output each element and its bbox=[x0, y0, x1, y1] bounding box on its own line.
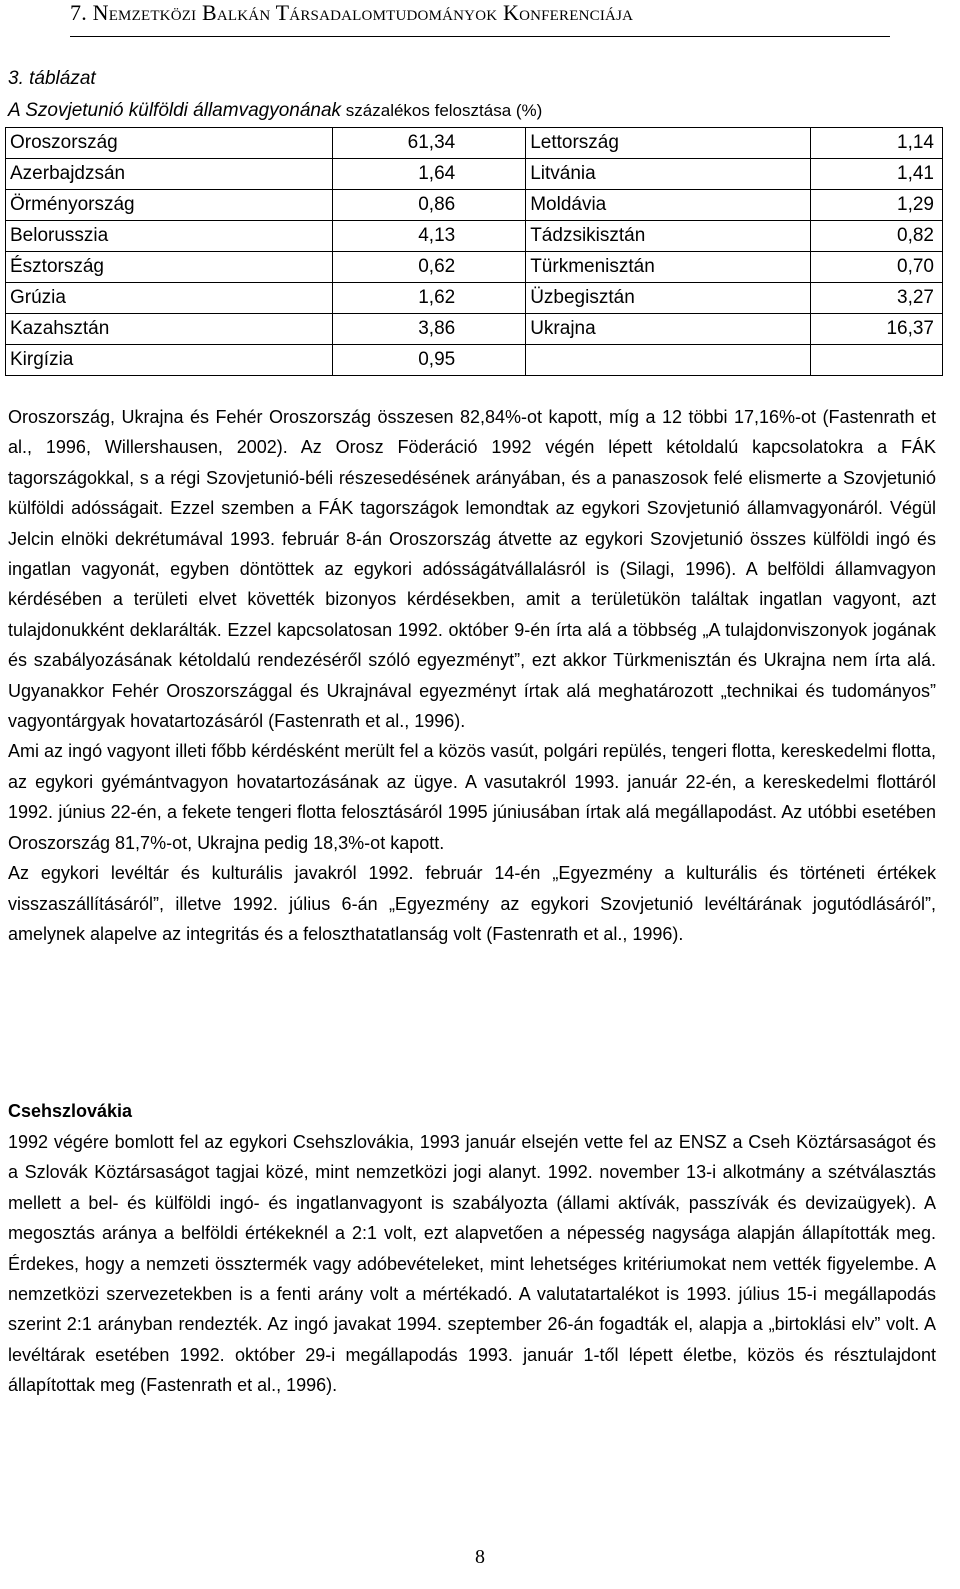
country-cell: Grúzia bbox=[6, 283, 333, 314]
country-cell: Kazahsztán bbox=[6, 314, 333, 345]
table-label: 3. táblázat bbox=[8, 68, 96, 89]
country-cell: Kirgízia bbox=[6, 345, 333, 376]
value-cell: 0,70 bbox=[811, 252, 943, 283]
country-cell: Ukrajna bbox=[526, 314, 811, 345]
country-cell: Örményország bbox=[6, 190, 333, 221]
table-row bbox=[6, 190, 943, 221]
value-cell bbox=[811, 345, 943, 376]
header-title: 7. Nemzetközi Balkán Társadalomtudományok Konferenciája bbox=[70, 0, 634, 25]
page-number: 8 bbox=[475, 1546, 485, 1568]
body-text-lower bbox=[8, 1127, 936, 1401]
country-cell: Lettország bbox=[526, 128, 811, 159]
paragraph: Ami az ingó vagyont illeti főbb kérdésként merült fel a közös vasút, polgári repülés, tengeri flotta, kereskedelmi flotta, az egykori gyémántvagyon hovatartozásának az ügye. A vasutakról 1993. január 22-én, a kereskedelmi flottáról 1992. június 22-én, a fekete tengeri flotta felosztásáról 1995 júniusában írtak alá megállapodást. Az utóbbi esetében Oroszország 81,7%-ot, Ukrajna pedig 18,3%-ot kapott. bbox=[8, 741, 936, 853]
table-title-italic: A Szovjetunió külföldi államvagyonának bbox=[8, 100, 342, 121]
table-title bbox=[8, 96, 542, 126]
country-cell: Üzbegisztán bbox=[526, 283, 811, 314]
asset-distribution-table bbox=[5, 127, 943, 376]
value-cell: 0,82 bbox=[811, 221, 943, 252]
country-cell: Oroszország bbox=[6, 128, 333, 159]
table-row bbox=[6, 314, 943, 345]
value-cell: 4,13 bbox=[333, 221, 526, 252]
country-cell: Türkmenisztán bbox=[526, 252, 811, 283]
table-title-rest: százalékos felosztása (%) bbox=[341, 101, 543, 120]
body-text-upper bbox=[8, 402, 936, 949]
country-cell: Moldávia bbox=[526, 190, 811, 221]
paragraph: 1992 végére bomlott fel az egykori Csehszlovákia, 1993 január elsején vette fel az ENSZ a Cseh Köztársaságot és a Szlovák Köztársaságot tagjai közé, mint nemzetközi jogi alanyt. 1992. november 13-i alkotmány a szétválasztás mellett a bel- és külföldi ingó- és ingatlanvagyont is szabályozta (állami aktívák, passzívák és devizaügyek). A megosztás aránya a belföldi értékeknél a 2:1 volt, ezt alapvetően a népesség nagysága alapján állapították meg. Érdekes, hogy a nemzeti össztermék vagy adóbevételeket, mint lehetséges kritériumokat nem vették figyelembe. A nemzetközi szervezetekben is a fenti arány volt a mértékadó. A valutatartalékot is 1993. július 15-i megállapodás szerint 2:1 arányban rendezték. Az ingó javakat 1994. szeptember 26-án fogadták el, alapja a „birtoklási elv” volt. A levéltárak esetében 1992. október 29-i megállapodás 1993. január 1-től lépett életbe, közös és résztulajdont állapítottak meg (Fastenrath et al., 1996). bbox=[8, 1132, 936, 1396]
table-row bbox=[6, 345, 943, 376]
value-cell: 1,29 bbox=[811, 190, 943, 221]
table-row bbox=[6, 283, 943, 314]
paragraph: Az egykori levéltár és kulturális javakról 1992. február 14-én „Egyezmény a kulturális és történeti értékek visszaszállításáról”, illetve 1992. július 6-án „Egyezmény az egykori Szovjetunió levéltárának jogutódlásáról”, amelynek alapelve az integritás és a feloszthatatlanság volt (Fastenrath et al., 1996). bbox=[8, 863, 936, 944]
country-cell bbox=[526, 345, 811, 376]
table-row bbox=[6, 159, 943, 190]
country-cell: Litvánia bbox=[526, 159, 811, 190]
section-title: Csehszlovákia bbox=[8, 1101, 133, 1121]
value-cell: 1,64 bbox=[333, 159, 526, 190]
value-cell: 16,37 bbox=[811, 314, 943, 345]
value-cell: 61,34 bbox=[333, 128, 526, 159]
paragraph: Oroszország, Ukrajna és Fehér Oroszország összesen 82,84%-ot kapott, míg a 12 többi 17,16%-ot (Fastenrath et al., 1996, Willershausen, 2002). Az Orosz Föderáció 1992 végén lépett kétoldalú kapcsolatokra a FÁK tagországokkal, s a régi Szovjetunió-béli részesedésének arányában, és a panaszosok felé elismerte a Szovjetunió külföldi adósságait. Ezzel szemben a FÁK tagországok lemondtak az egykori Szovjetunió államvagyonáról. Végül Jelcin elnöki dekrétumával 1993. február 8-án Oroszország átvette az egykori Szovjetunió összes külföldi ingó és ingatlan vagyonát, egyben döntöttek az egykori adósságátvállalásról is (Silagi, 1996). A belföldi államvagyon kérdésében a területi elvet követték bizonyos kérdésekben, amit a területükön találtak ingatlan vagyont, azt tulajdonukként deklarálták. Ezzel kapcsolatosan 1992. október 9-én írta alá a többség „A tulajdonviszonyok jogának és szabályozásának kétoldalú rendezéséről szóló egyezményt”, ezt akkor Türkmenisztán és Ukrajna nem írta alá. Ugyanakkor Fehér Oroszországgal és Ukrajnával egyezményt írtak alá meghatározott „technikai és tudományos” vagyontárgyak hovatartozásáról (Fastenrath et al., 1996). bbox=[8, 407, 936, 732]
country-cell: Észtország bbox=[6, 252, 333, 283]
value-cell: 1,62 bbox=[333, 283, 526, 314]
country-cell: Tádzsikisztán bbox=[526, 221, 811, 252]
table-row bbox=[6, 221, 943, 252]
value-cell: 3,86 bbox=[333, 314, 526, 345]
value-cell: 0,95 bbox=[333, 345, 526, 376]
table-row bbox=[6, 252, 943, 283]
running-header bbox=[70, 0, 890, 37]
value-cell: 0,62 bbox=[333, 252, 526, 283]
country-cell: Belorusszia bbox=[6, 221, 333, 252]
table-row bbox=[6, 128, 943, 159]
value-cell: 3,27 bbox=[811, 283, 943, 314]
country-cell: Azerbajdzsán bbox=[6, 159, 333, 190]
value-cell: 0,86 bbox=[333, 190, 526, 221]
value-cell: 1,14 bbox=[811, 128, 943, 159]
value-cell: 1,41 bbox=[811, 159, 943, 190]
